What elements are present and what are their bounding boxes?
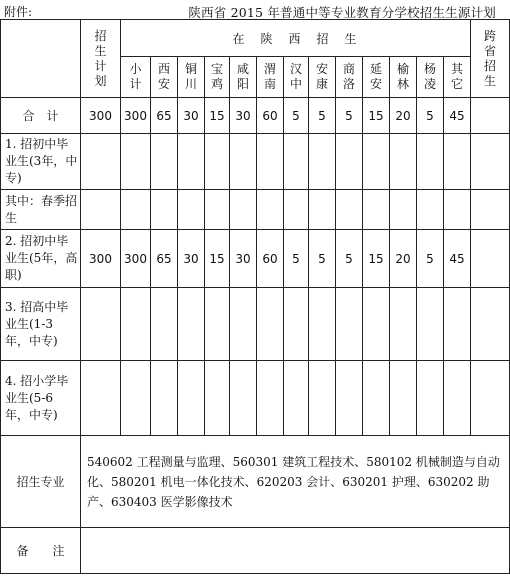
cell-value (390, 190, 417, 230)
document-title: 陕西省 2015 年普通中等专业教育分学校招生生源计划 (188, 5, 496, 20)
cell-value (121, 288, 151, 361)
row-label: 4. 招小学毕业生(5-6 年，中专) (1, 361, 81, 436)
cell-value: 45 (444, 98, 471, 134)
cell-value (390, 134, 417, 190)
cell-value (363, 361, 390, 436)
remarks-label: 备 注 (1, 528, 81, 574)
col-xian: 西 安 (151, 57, 178, 98)
cell-value: 5 (284, 98, 309, 134)
cell-value: 5 (417, 230, 444, 288)
cell-value: 30 (230, 230, 257, 288)
cell-value (178, 288, 205, 361)
cell-value: 300 (121, 98, 151, 134)
cell-value (205, 288, 230, 361)
cell-cross (471, 361, 510, 436)
cell-value (230, 288, 257, 361)
cell-value: 20 (390, 230, 417, 288)
cell-value: 30 (178, 230, 205, 288)
cell-value (178, 134, 205, 190)
cell-value (284, 190, 309, 230)
cell-value (257, 288, 284, 361)
cell-value (444, 190, 471, 230)
cell-value (205, 361, 230, 436)
cell-value: 30 (230, 98, 257, 134)
cell-value (417, 190, 444, 230)
majors-label: 招生专业 (1, 436, 81, 528)
col-ankang: 安 康 (309, 57, 336, 98)
cell-cross (471, 190, 510, 230)
cell-value: 65 (151, 230, 178, 288)
cell-value: 15 (205, 98, 230, 134)
col-yangling: 杨 凌 (417, 57, 444, 98)
cell-plan (81, 190, 121, 230)
cell-value: 5 (309, 98, 336, 134)
row-label: 其中：春季招生 (1, 190, 81, 230)
cell-value (121, 134, 151, 190)
cell-value: 20 (390, 98, 417, 134)
cell-value (336, 288, 363, 361)
col-hanzhong: 汉 中 (284, 57, 309, 98)
row-label: 合 计 (1, 98, 81, 134)
enrollment-plan-table (0, 19, 510, 574)
cell-value (121, 361, 151, 436)
cell-value (444, 134, 471, 190)
col-in-shaanxi: 在 陕 西 招 生 (121, 20, 471, 57)
cell-value: 15 (205, 230, 230, 288)
cell-value: 15 (363, 230, 390, 288)
attachment-label: 附件: (4, 5, 33, 19)
cell-value (309, 134, 336, 190)
cell-plan: 300 (81, 230, 121, 288)
cell-value (257, 361, 284, 436)
cell-value (151, 134, 178, 190)
cell-value: 5 (336, 230, 363, 288)
col-yulin: 榆 林 (390, 57, 417, 98)
cell-value (444, 361, 471, 436)
cell-value (205, 134, 230, 190)
col-tongchuan: 铜 川 (178, 57, 205, 98)
cell-value: 15 (363, 98, 390, 134)
cell-value: 5 (309, 230, 336, 288)
cell-value (284, 361, 309, 436)
cell-value: 45 (444, 230, 471, 288)
col-subtotal: 小 计 (121, 57, 151, 98)
cell-value (151, 190, 178, 230)
cell-value (205, 190, 230, 230)
cell-value (309, 288, 336, 361)
row-header-corner (1, 20, 81, 98)
col-yanan: 延 安 (363, 57, 390, 98)
cell-value (257, 190, 284, 230)
table-row (1, 361, 510, 436)
page-header (0, 0, 510, 20)
cell-value (417, 288, 444, 361)
cell-cross (471, 230, 510, 288)
cell-value (178, 190, 205, 230)
cell-value (417, 361, 444, 436)
cell-value (336, 134, 363, 190)
row-label: 1. 招初中毕业生(3年，中专) (1, 134, 81, 190)
cell-value (230, 190, 257, 230)
remarks-row (1, 528, 510, 574)
cell-value: 5 (417, 98, 444, 134)
cell-value (284, 134, 309, 190)
col-shangluo: 商 洛 (336, 57, 363, 98)
cell-cross (471, 98, 510, 134)
cell-value (230, 134, 257, 190)
cell-cross (471, 288, 510, 361)
cell-value (417, 134, 444, 190)
cell-plan (81, 361, 121, 436)
cell-value (390, 288, 417, 361)
col-plan-total: 招 生 计 划 (81, 20, 121, 98)
table-row (1, 288, 510, 361)
remarks-content (81, 528, 510, 574)
col-baoji: 宝 鸡 (205, 57, 230, 98)
table-row (1, 190, 510, 230)
cell-value: 5 (336, 98, 363, 134)
cell-value (257, 134, 284, 190)
cell-value (363, 288, 390, 361)
cell-plan (81, 134, 121, 190)
cell-value: 60 (257, 98, 284, 134)
col-xianyang: 咸 阳 (230, 57, 257, 98)
cell-cross (471, 134, 510, 190)
col-weinan: 渭 南 (257, 57, 284, 98)
cell-value (363, 190, 390, 230)
cell-value (336, 361, 363, 436)
cell-value (444, 288, 471, 361)
cell-plan (81, 288, 121, 361)
cell-value (284, 288, 309, 361)
cell-value (309, 361, 336, 436)
table-row-total (1, 98, 510, 134)
cell-value (178, 361, 205, 436)
col-other: 其 它 (444, 57, 471, 98)
table-row (1, 230, 510, 288)
cell-plan: 300 (81, 98, 121, 134)
majors-list: 540602 工程测量与监理、560301 建筑工程技术、580102 机械制造与自动化、580201 机电一体化技术、620203 会计、630201 护理、630202 助产、630403 医学影像技术 (81, 436, 510, 528)
row-label: 3. 招高中毕业生(1-3 年，中专) (1, 288, 81, 361)
cell-value (151, 288, 178, 361)
col-cross-province: 跨 省 招 生 (471, 20, 510, 98)
cell-value: 60 (257, 230, 284, 288)
row-label: 2. 招初中毕业生(5年，高职) (1, 230, 81, 288)
cell-value (390, 361, 417, 436)
cell-value (151, 361, 178, 436)
table-row (1, 134, 510, 190)
cell-value: 30 (178, 98, 205, 134)
cell-value: 65 (151, 98, 178, 134)
cell-value: 5 (284, 230, 309, 288)
cell-value (336, 190, 363, 230)
cell-value (121, 190, 151, 230)
majors-row (1, 436, 510, 528)
cell-value (230, 361, 257, 436)
cell-value (309, 190, 336, 230)
cell-value: 300 (121, 230, 151, 288)
cell-value (363, 134, 390, 190)
